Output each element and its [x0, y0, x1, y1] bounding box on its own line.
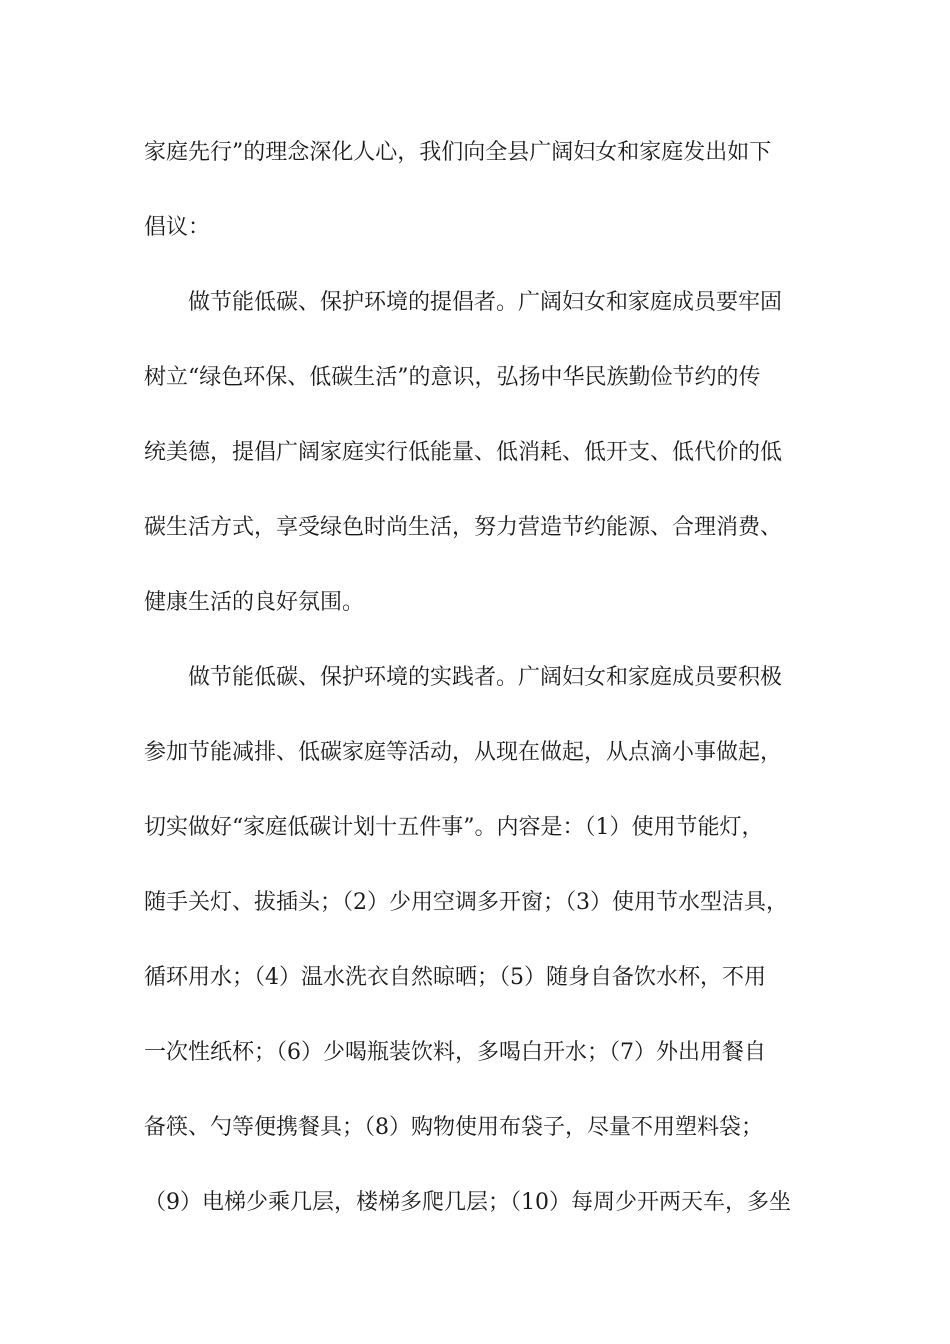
text-line: 循环用水；（4）温水洗衣自然晾晒；（5）随身自备饮水杯，不用 — [144, 965, 766, 990]
text-line: 统美德，提倡广阔家庭实行低能量、低消耗、低开支、低代价的低 — [144, 440, 783, 465]
text-line: 家庭先行”的理念深化人心，我们向全县广阔妇女和家庭发出如下 — [144, 140, 772, 165]
text-line: 碳生活方式，享受绿色时尚生活，努力营造节约能源、合理消费、 — [144, 515, 783, 540]
text-line: （9）电梯少乘几层，楼梯多爬几层；（10）每周少开两天车，多坐 — [144, 1190, 791, 1215]
text-line: 健康生活的良好氛围。 — [144, 590, 365, 615]
text-line: 随手关灯、拔插头；（2）少用空调多开窗；（3）使用节水型洁具， — [144, 890, 788, 915]
text-line: 做节能低碳、保护环境的实践者。广阔妇女和家庭成员要积极 — [144, 665, 783, 690]
text-line: 做节能低碳、保护环境的提倡者。广阔妇女和家庭成员要牢固 — [144, 290, 783, 315]
text-line: 倡议： — [144, 215, 211, 240]
text-line: 切实做好“家庭低碳计划十五件事”。内容是：（1）使用节能灯， — [144, 815, 764, 840]
text-line: 备筷、勺等便携餐具；（8）购物使用布袋子，尽量不用塑料袋； — [144, 1115, 763, 1140]
text-line: 一次性纸杯；（6）少喝瓶装饮料，多喝白开水；（7）外出用餐自 — [144, 1040, 766, 1065]
text-line: 树立“绿色环保、低碳生活”的意识，弘扬中华民族勤俭节约的传 — [144, 365, 761, 390]
text-line: 参加节能减排、低碳家庭等活动，从现在做起，从点滴小事做起， — [144, 740, 783, 765]
